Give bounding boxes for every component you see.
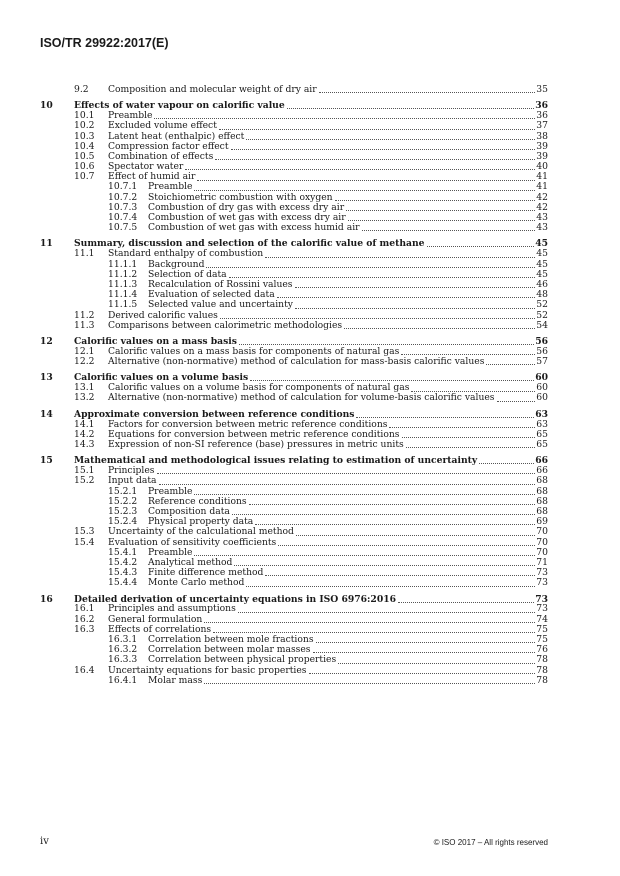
toc-entry-page: 65	[536, 428, 548, 440]
toc-entry[interactable]	[40, 85, 548, 95]
toc-entry[interactable]	[40, 321, 548, 331]
dot-leader	[250, 380, 534, 381]
copyright-notice: © ISO 2017 – All rights reserved	[433, 838, 548, 847]
dot-leader	[346, 210, 535, 211]
toc-entry-page: 69	[536, 516, 548, 528]
toc-entry-page: 73	[536, 577, 548, 589]
toc-entry-number: 13.2	[74, 392, 95, 404]
dot-leader	[398, 602, 534, 603]
toc-entry-number: 10.7.5	[108, 222, 138, 234]
toc-entry-number: 10.6	[74, 161, 95, 173]
toc-entry-title: Alternative (non-normative) method of calculation for volume-basis calorific values	[108, 392, 495, 404]
toc-entry-title: Correlation between mole fractions	[148, 634, 314, 646]
toc-entry-title: Comparisons between calorimetric methodologies	[108, 319, 343, 331]
toc-entry-title: Calorific values on a volume basis for components of natural gas	[108, 382, 410, 394]
toc-entry-page: 45	[536, 268, 548, 280]
toc-entry-page: 52	[536, 309, 548, 321]
toc-entry-number: 13.1	[74, 382, 95, 394]
toc-entry-number: 16.4	[74, 664, 95, 676]
toc-entry[interactable]	[40, 223, 548, 233]
toc-entry-page: 40	[536, 161, 548, 173]
toc-entry-number: 10.7	[74, 171, 95, 183]
toc-entry-title: Composition and molecular weight of dry air	[108, 83, 317, 95]
page-number: iv	[40, 836, 49, 847]
toc-entry-page: 66	[536, 465, 548, 477]
toc-entry-number: 10.4	[74, 140, 95, 152]
toc-entry-number: 10.2	[74, 120, 95, 132]
toc-entry[interactable]	[40, 394, 548, 404]
toc-entry-title: Equations for conversion between metric reference conditions	[108, 428, 400, 440]
toc-entry-number: 15.2.2	[108, 495, 138, 507]
toc-entry-number: 10.3	[74, 130, 95, 142]
toc-entry-page: 45	[536, 248, 548, 260]
toc-entry-page: 46	[536, 278, 548, 290]
toc-entry-title: Calorific values on a mass basis	[74, 335, 237, 347]
toc-entry-title: Combustion of dry gas with excess dry air	[148, 201, 345, 213]
dot-leader	[246, 586, 535, 587]
toc-entry-title: General formulation	[108, 613, 203, 625]
toc-entry-title: Stoichiometric combustion with oxygen	[148, 191, 333, 203]
toc-entry-page: 45	[536, 258, 548, 270]
dot-leader	[157, 473, 536, 474]
toc-entry-title: Effects of correlations	[108, 623, 212, 635]
toc-entry-page: 41	[536, 171, 548, 183]
dot-leader	[411, 391, 535, 392]
toc-entry-title: Recalculation of Rossini values	[148, 278, 293, 290]
toc-entry-number: 15	[40, 455, 53, 467]
toc-entry-title: Reference conditions	[148, 495, 247, 507]
toc-entry-number: 11.1.3	[108, 278, 138, 290]
toc-entry-page: 56	[535, 335, 548, 347]
toc-entry-page: 68	[536, 485, 548, 497]
toc-entry-title: Derived calorific values	[108, 309, 218, 321]
toc-entry-number: 10.1	[74, 110, 95, 122]
dot-leader	[265, 257, 535, 258]
toc-entry-title: Molar mass	[148, 674, 203, 686]
toc-entry-title: Principles and assumptions	[108, 603, 236, 615]
dot-leader	[316, 642, 536, 643]
dot-leader	[335, 200, 536, 201]
toc-entry-page: 68	[536, 505, 548, 517]
dot-leader	[215, 159, 535, 160]
dot-leader	[277, 297, 536, 298]
toc-entry-number: 9.2	[74, 83, 89, 95]
toc-entry-number: 11.1.1	[108, 258, 138, 270]
toc-entry-number: 13	[40, 372, 53, 384]
dot-leader	[287, 108, 534, 109]
dot-leader	[309, 673, 536, 674]
toc-entry-number: 15.2.1	[108, 485, 138, 497]
toc-entry-title: Effect of humid air	[108, 171, 196, 183]
toc-entry-title: Standard enthalpy of combustion	[108, 248, 264, 260]
toc-entry-page: 78	[536, 674, 548, 686]
dot-leader	[356, 417, 534, 418]
toc-entry-page: 35	[536, 83, 548, 95]
toc-entry-number: 12.2	[74, 356, 95, 368]
toc-entry-page: 76	[536, 644, 548, 656]
dot-leader	[159, 484, 536, 485]
toc-entry-title: Preamble	[108, 110, 153, 122]
toc-entry-title: Background	[148, 258, 205, 270]
toc-entry-page: 63	[536, 418, 548, 430]
dot-leader	[362, 230, 536, 231]
dot-leader	[479, 463, 534, 464]
table-of-contents	[40, 85, 548, 686]
dot-leader	[427, 246, 535, 247]
dot-leader	[231, 149, 536, 150]
dot-leader	[402, 437, 536, 438]
toc-entry-title: Combustion of wet gas with excess dry air	[148, 212, 346, 224]
toc-entry-title: Expression of non-SI reference (base) pressures in metric units	[108, 439, 404, 451]
dot-leader	[249, 504, 536, 505]
toc-entry-page: 43	[536, 222, 548, 234]
toc-entry-title: Detailed derivation of uncertainty equations in ISO 6976:2016	[74, 593, 397, 605]
toc-entry-title: Input data	[108, 475, 157, 487]
toc-entry-title: Evaluation of selected data	[148, 289, 275, 301]
toc-entry-title: Evaluation of sensitivity coefficients	[108, 536, 277, 548]
dot-leader	[246, 139, 535, 140]
toc-entry-title: Selection of data	[148, 268, 227, 280]
toc-entry-number: 14.2	[74, 428, 95, 440]
dot-leader	[406, 447, 536, 448]
toc-entry-page: 38	[536, 130, 548, 142]
toc-entry-title: Composition data	[148, 505, 230, 517]
toc-entry-title: Summary, discussion and selection of the calorific value of methane	[74, 238, 425, 250]
toc-entry-number: 11.3	[74, 319, 95, 331]
toc-entry-page: 68	[536, 475, 548, 487]
dot-leader	[234, 565, 535, 566]
dot-leader	[194, 555, 535, 556]
dot-leader	[265, 575, 535, 576]
toc-entry-page: 68	[536, 495, 548, 507]
dot-leader	[348, 220, 536, 221]
toc-entry-page: 63	[535, 408, 548, 420]
toc-entry-page: 60	[536, 392, 548, 404]
toc-entry-page: 73	[535, 593, 548, 605]
toc-entry-title: Monte Carlo method	[148, 577, 245, 589]
toc-entry-page: 57	[536, 356, 548, 368]
toc-entry-number: 15.4	[74, 536, 95, 548]
toc-entry-page: 42	[536, 201, 548, 213]
toc-entry-title: Compression factor effect	[108, 140, 229, 152]
toc-entry-number: 16.3.3	[108, 654, 138, 666]
dot-leader	[295, 287, 536, 288]
document-id-header: ISO/TR 29922:2017(E)	[40, 36, 169, 50]
toc-entry-title: Combustion of wet gas with excess humid air	[148, 222, 360, 234]
toc-entry-number: 15.4.2	[108, 556, 138, 568]
dot-leader	[194, 190, 535, 191]
toc-entry-page: 73	[536, 603, 548, 615]
toc-entry-title: Latent heat (enthalpic) effect	[108, 130, 245, 142]
toc-entry-page: 70	[536, 546, 548, 558]
toc-entry-page: 36	[536, 110, 548, 122]
toc-entry-title: Correlation between molar masses	[148, 644, 311, 656]
toc-entry-title: Uncertainty of the calculational method	[108, 526, 294, 538]
toc-entry-page: 45	[535, 238, 548, 250]
toc-entry-number: 16.2	[74, 613, 95, 625]
toc-entry-title: Physical property data	[148, 516, 254, 528]
toc-entry-title: Preamble	[148, 181, 193, 193]
dot-leader	[497, 401, 536, 402]
toc-entry-number: 15.3	[74, 526, 95, 538]
toc-entry-number: 11.1	[74, 248, 95, 260]
dot-leader	[194, 494, 535, 495]
toc-entry-number: 12	[40, 335, 53, 347]
toc-entry-number: 11	[40, 238, 53, 250]
toc-entry-number: 14.3	[74, 439, 95, 451]
toc-entry-number: 12.1	[74, 345, 95, 357]
toc-entry-number: 16.4.1	[108, 674, 138, 686]
dot-leader	[213, 632, 535, 633]
toc-entry-title: Calorific values on a mass basis for components of natural gas	[108, 345, 400, 357]
dot-leader	[232, 514, 535, 515]
toc-entry-page: 60	[536, 382, 548, 394]
toc-entry-number: 10.7.4	[108, 212, 138, 224]
toc-entry-number: 15.2	[74, 475, 95, 487]
toc-entry-number: 16.3.1	[108, 634, 138, 646]
dot-leader	[295, 308, 535, 309]
toc-entry-page: 74	[536, 613, 548, 625]
toc-entry-page: 78	[536, 664, 548, 676]
toc-entry-page: 54	[536, 319, 548, 331]
dot-leader	[185, 169, 535, 170]
dot-leader	[313, 652, 536, 653]
toc-entry-title: Alternative (non-normative) method of calculation for mass-basis calorific values	[108, 356, 485, 368]
toc-entry-number: 11.1.5	[108, 299, 138, 311]
toc-entry-title: Approximate conversion between reference conditions	[74, 408, 355, 420]
toc-entry-page: 48	[536, 289, 548, 301]
toc-entry-number: 16.3	[74, 623, 95, 635]
toc-entry-title: Combination of effects	[108, 150, 214, 162]
toc-entry[interactable]	[40, 676, 548, 686]
toc-entry-page: 65	[536, 439, 548, 451]
toc-entry-number: 14.1	[74, 418, 95, 430]
dot-leader	[344, 328, 535, 329]
toc-entry-page: 41	[536, 181, 548, 193]
toc-entry-title: Analytical method	[148, 556, 233, 568]
toc-entry-number: 11.1.2	[108, 268, 138, 280]
toc-entry-number: 15.4.1	[108, 546, 138, 558]
toc-entry-number: 16.1	[74, 603, 95, 615]
toc-entry[interactable]	[40, 440, 548, 450]
toc-entry-number: 16.3.2	[108, 644, 138, 656]
dot-leader	[338, 663, 535, 664]
toc-entry-title: Preamble	[148, 546, 193, 558]
toc-entry-number: 15.4.3	[108, 567, 138, 579]
dot-leader	[204, 683, 535, 684]
dot-leader	[389, 427, 535, 428]
toc-entry-page: 71	[536, 556, 548, 568]
toc-entry-number: 11.1.4	[108, 289, 138, 301]
toc-entry-number: 15.2.3	[108, 505, 138, 517]
toc-entry-number: 10	[40, 100, 53, 112]
dot-leader	[238, 612, 535, 613]
toc-entry-page: 39	[536, 150, 548, 162]
toc-entry-title: Principles	[108, 465, 155, 477]
toc-entry-page: 60	[535, 372, 548, 384]
toc-entry-number: 15.4.4	[108, 577, 138, 589]
dot-leader	[204, 622, 535, 623]
toc-entry-page: 78	[536, 654, 548, 666]
toc-entry-number: 10.7.1	[108, 181, 138, 193]
toc-entry-page: 52	[536, 299, 548, 311]
toc-entry-title: Effects of water vapour on calorific value	[74, 100, 285, 112]
toc-entry-number: 10.5	[74, 150, 95, 162]
toc-entry-page: 75	[536, 623, 548, 635]
dot-leader	[219, 129, 535, 130]
toc-entry-page: 43	[536, 212, 548, 224]
toc-entry-page: 36	[535, 100, 548, 112]
toc-entry-page: 70	[536, 536, 548, 548]
toc-entry-title: Spectator water	[108, 161, 184, 173]
toc-entry-page: 75	[536, 634, 548, 646]
toc-entry[interactable]	[40, 357, 548, 367]
toc-entry-title: Correlation between physical properties	[148, 654, 337, 666]
toc-entry-number: 11.2	[74, 309, 95, 321]
dot-leader	[255, 524, 535, 525]
dot-leader	[278, 545, 535, 546]
dot-leader	[319, 92, 536, 93]
toc-entry-title: Finite difference method	[148, 567, 264, 579]
dot-leader	[296, 535, 535, 536]
toc-entry-title: Preamble	[148, 485, 193, 497]
toc-entry-title: Calorific values on a volume basis	[74, 372, 249, 384]
toc-entry-page: 66	[535, 455, 548, 467]
toc-entry-title: Excluded volume effect	[108, 120, 217, 132]
toc-entry-page: 39	[536, 140, 548, 152]
dot-leader	[229, 277, 536, 278]
dot-leader	[197, 180, 535, 181]
toc-entry[interactable]	[40, 578, 548, 588]
toc-entry-number: 10.7.3	[108, 201, 138, 213]
toc-entry-number: 16	[40, 593, 53, 605]
dot-leader	[206, 267, 535, 268]
toc-entry-number: 14	[40, 408, 53, 420]
toc-entry-page: 37	[536, 120, 548, 132]
toc-entry-title: Mathematical and methodological issues relating to estimation of uncertainty	[74, 455, 478, 467]
dot-leader	[401, 354, 535, 355]
toc-entry-page: 42	[536, 191, 548, 203]
toc-entry-number: 10.7.2	[108, 191, 138, 203]
toc-entry-title: Uncertainty equations for basic properties	[108, 664, 307, 676]
toc-entry-number: 15.2.4	[108, 516, 138, 528]
toc-entry-page: 73	[536, 567, 548, 579]
dot-leader	[154, 118, 535, 119]
toc-entry-page: 70	[536, 526, 548, 538]
toc-entry-title: Selected value and uncertainty	[148, 299, 293, 311]
dot-leader	[486, 364, 535, 365]
dot-leader	[239, 344, 534, 345]
toc-entry-title: Factors for conversion between metric reference conditions	[108, 418, 388, 430]
toc-entry-page: 56	[536, 345, 548, 357]
toc-entry-number: 15.1	[74, 465, 95, 477]
dot-leader	[220, 318, 535, 319]
